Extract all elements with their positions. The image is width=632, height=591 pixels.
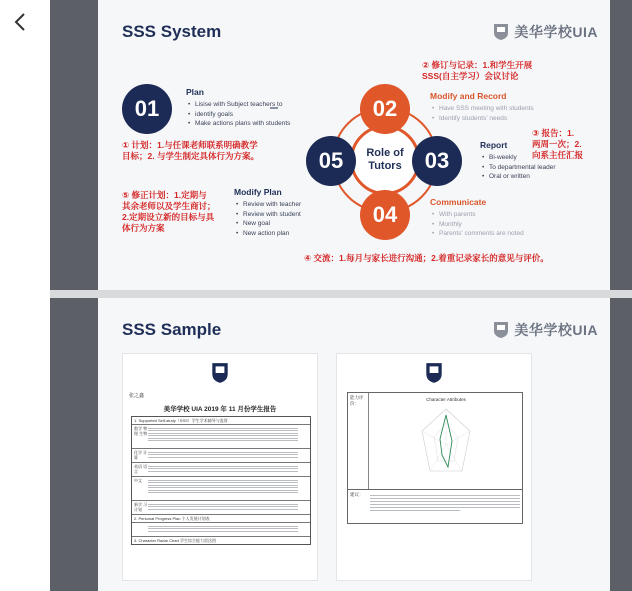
comment-section: 建议： <box>347 490 523 524</box>
radar-chart-page <box>336 353 532 581</box>
step-02-circle: 02 <box>360 84 410 134</box>
step-01-circle: 01 <box>122 84 172 134</box>
role-of-tutors: Role of Tutors <box>350 125 420 195</box>
step-03-heading: Report <box>480 140 508 150</box>
school-logo <box>493 320 598 340</box>
note-plan: ① 计划：1.与任课老师联系明确教学 目标；2. 与学生制定具体行为方案。 <box>122 140 259 161</box>
page-separator <box>50 290 632 298</box>
step-05-circle: 05 <box>306 136 356 186</box>
logo-text: 美华学校UIA <box>514 24 598 40</box>
step-03-circle: 03 <box>412 136 462 186</box>
step-05-bullets: • Review with teacher • Review with student • New goal • New action plan <box>236 200 301 238</box>
school-crest-icon <box>211 362 229 384</box>
radar-title: Character Attributes <box>426 397 466 402</box>
step-02-heading: Modify and Record <box>430 91 507 101</box>
step-02-bullets: • Have SSS meeting with students • Identify students' needs <box>432 104 534 123</box>
note-modify-plan: ⑤ 修正计划：1.定期与 其余老师以及学生商讨； 2.定期设立新的目标与具 体行为方案 <box>122 190 216 233</box>
step-04-bullets: • With parents • Monthly • Parents' comments are noted <box>432 210 524 239</box>
logo-text: 美华学校UIA <box>514 322 598 338</box>
student-name: 张之鑫 <box>129 393 145 399</box>
note-communicate: ④ 交流：1.每月与家长进行沟通；2.着重记录家长的意见与评价。 <box>304 253 549 263</box>
note-modify-record: ② 修订与记录：1.和学生开展 SSS(自主学习）会议讨论 <box>422 60 533 81</box>
step-04-heading: Communicate <box>430 197 487 207</box>
slide-title: SSS System <box>122 22 222 41</box>
radar-label: 能力评价： <box>350 395 364 406</box>
step-03-bullets: • Bi-weekly • To departmental leader • Oral or written <box>482 153 556 182</box>
step-01-bullets: • Lisise with Subject teachers to • identify goals • Make actions plans with students <box>188 100 290 129</box>
radar-section <box>347 392 523 490</box>
note-report: ③ 报告：1. 两周一次；2. 向系主任汇报 <box>532 128 584 160</box>
student-report-page <box>122 353 318 581</box>
crest-icon <box>493 321 509 339</box>
slide-title: SSS Sample <box>122 320 222 339</box>
step-04-circle: 04 <box>360 190 410 240</box>
school-crest-icon <box>425 362 443 384</box>
step-05-heading: Modify Plan <box>234 187 282 197</box>
slide-sss-system[interactable] <box>98 0 610 290</box>
radar-chart <box>418 405 474 485</box>
report-table: 1. Supported Self-study（SSS）学生学术辅导与监督 数学 物理 生物 化学 计算 英语 语言 中文 新学 习计划 2. Personal Progress Plan 个人发展计划表 3. Character Radar Chart 学生综合能力雷达图 <box>131 416 311 545</box>
chevron-left-icon <box>13 12 27 32</box>
back-button[interactable] <box>6 8 34 36</box>
report-title: 美华学校 UIA 2019 年 11 月份学生报告 <box>163 406 277 413</box>
slide-sss-sample[interactable] <box>98 298 610 591</box>
step-01-heading: Plan <box>186 87 204 97</box>
